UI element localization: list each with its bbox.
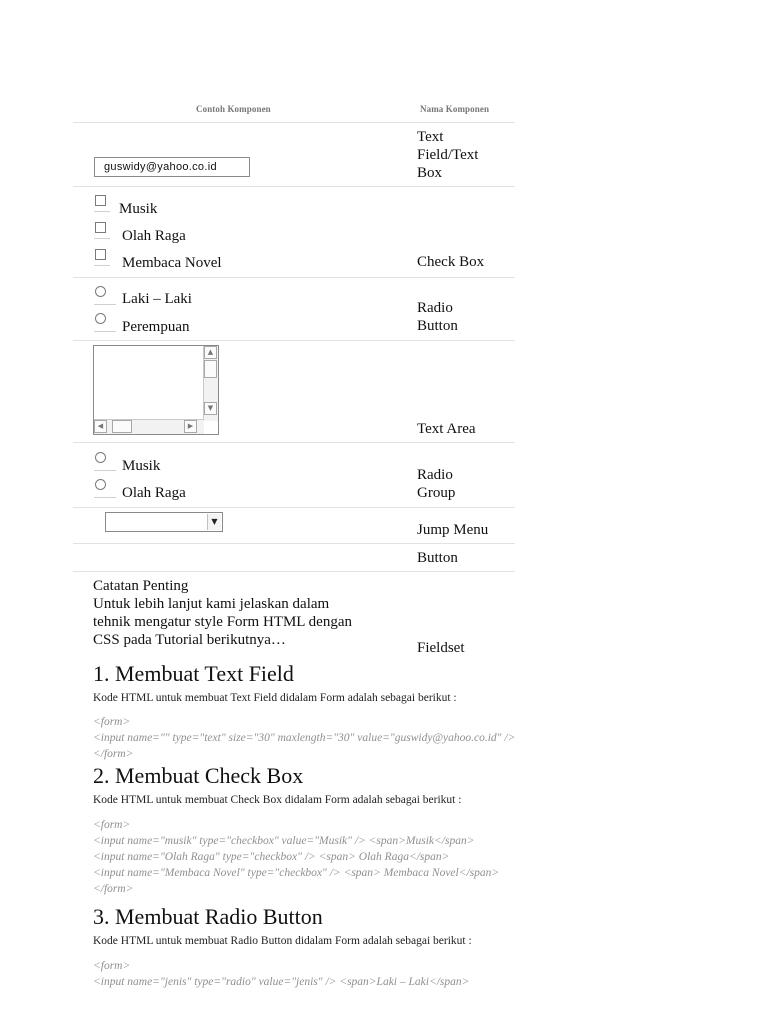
component-name-fieldset: Fieldset bbox=[417, 640, 465, 656]
example-text-field[interactable] bbox=[94, 157, 250, 177]
radio-group-olah-raga[interactable] bbox=[95, 479, 106, 490]
example-fieldset bbox=[93, 577, 352, 649]
code-line: <input name="musik" type="checkbox" value="Musik" /> <span>Musik</span> bbox=[93, 835, 475, 847]
example-jump-menu[interactable] bbox=[105, 512, 223, 532]
component-name-radio-group: Radio Group bbox=[417, 467, 456, 501]
fieldset-text: CSS pada Tutorial berikutnya… bbox=[93, 632, 286, 648]
column-header-name: Nama Komponen bbox=[420, 104, 490, 114]
code-line: <input name="Olah Raga" type="checkbox" /> <span> Olah Raga</span> bbox=[93, 851, 450, 863]
chevron-down-icon[interactable]: ▼ bbox=[207, 514, 221, 530]
section-heading: 2. Membuat Check Box bbox=[93, 763, 304, 788]
component-name-jump-menu: Jump Menu bbox=[417, 522, 489, 538]
component-name-check-box: Check Box bbox=[417, 254, 485, 270]
checkbox-label-olah-raga: Olah Raga bbox=[122, 228, 186, 244]
table-divider bbox=[73, 543, 515, 544]
radio-perempuan[interactable] bbox=[95, 313, 106, 324]
textarea-vertical-scrollbar[interactable] bbox=[203, 346, 218, 421]
triangle-left-icon[interactable]: ◀ bbox=[94, 420, 107, 433]
code-line: </form> bbox=[93, 883, 134, 895]
code-line: <form> bbox=[93, 960, 131, 972]
triangle-up-icon[interactable]: ▲ bbox=[204, 346, 217, 359]
column-header-example: Contoh Komponen bbox=[196, 104, 271, 114]
textarea-horizontal-scrollbar[interactable] bbox=[94, 419, 204, 434]
code-line: <input name="jenis" type="radio" value="jenis" /> <span>Laki – Laki</span> bbox=[93, 976, 470, 988]
table-divider bbox=[73, 122, 515, 123]
code-block bbox=[93, 714, 515, 762]
section-heading: 1. Membuat Text Field bbox=[93, 661, 294, 686]
radio-group-label-olah-raga: Olah Raga bbox=[122, 485, 186, 501]
checkbox-membaca-novel[interactable] bbox=[95, 249, 106, 260]
table-divider bbox=[73, 507, 515, 508]
section-intro: Kode HTML untuk membuat Check Box didalam Form adalah sebagai berikut : bbox=[93, 794, 462, 806]
code-line: <input name="Membaca Novel" type="checkbox" /> <span> Membaca Novel</span> bbox=[93, 867, 500, 879]
fieldset-text: tehnik mengatur style Form HTML dengan bbox=[93, 614, 352, 630]
radio-label-laki-laki: Laki – Laki bbox=[122, 291, 192, 307]
table-divider bbox=[73, 442, 515, 443]
checkbox-olah-raga[interactable] bbox=[95, 222, 106, 233]
radio-group-label-musik: Musik bbox=[122, 458, 161, 474]
table-divider bbox=[73, 186, 515, 187]
scroll-thumb[interactable] bbox=[204, 360, 217, 378]
radio-laki-laki[interactable] bbox=[95, 286, 106, 297]
table-divider bbox=[73, 340, 515, 341]
code-line: </form> bbox=[93, 748, 134, 760]
code-line: <form> bbox=[93, 819, 131, 831]
code-block bbox=[93, 817, 499, 897]
checkbox-label-musik: Musik bbox=[119, 201, 158, 217]
fieldset-text: Untuk lebih lanjut kami jelaskan dalam bbox=[93, 596, 330, 612]
table-divider bbox=[73, 571, 515, 572]
example-text-area[interactable] bbox=[93, 345, 219, 435]
radio-group-musik[interactable] bbox=[95, 452, 106, 463]
checkbox-label-membaca-novel: Membaca Novel bbox=[122, 255, 222, 271]
component-name-radio-button: Radio Button bbox=[417, 300, 458, 334]
code-line: <form> bbox=[93, 716, 131, 728]
table-divider bbox=[73, 277, 515, 278]
radio-label-perempuan: Perempuan bbox=[122, 319, 190, 335]
component-name-text-area: Text Area bbox=[417, 421, 476, 437]
code-block bbox=[93, 958, 469, 990]
triangle-down-icon[interactable]: ▼ bbox=[204, 402, 217, 415]
component-name-button: Button bbox=[417, 550, 458, 566]
code-line: <input name="" type="text" size="30" maxlength="30" value="guswidy@yahoo.co.id" /> bbox=[93, 732, 516, 744]
fieldset-legend: Catatan Penting bbox=[93, 578, 189, 594]
triangle-right-icon[interactable]: ▶ bbox=[184, 420, 197, 433]
section-heading: 3. Membuat Radio Button bbox=[93, 904, 323, 929]
scroll-thumb[interactable] bbox=[112, 420, 132, 433]
checkbox-musik[interactable] bbox=[95, 195, 106, 206]
component-name-text-field: Text Field/Text Box bbox=[417, 129, 479, 181]
section-intro: Kode HTML untuk membuat Text Field didalam Form adalah sebagai berikut : bbox=[93, 692, 457, 704]
section-intro: Kode HTML untuk membuat Radio Button didalam Form adalah sebagai berikut : bbox=[93, 935, 472, 947]
